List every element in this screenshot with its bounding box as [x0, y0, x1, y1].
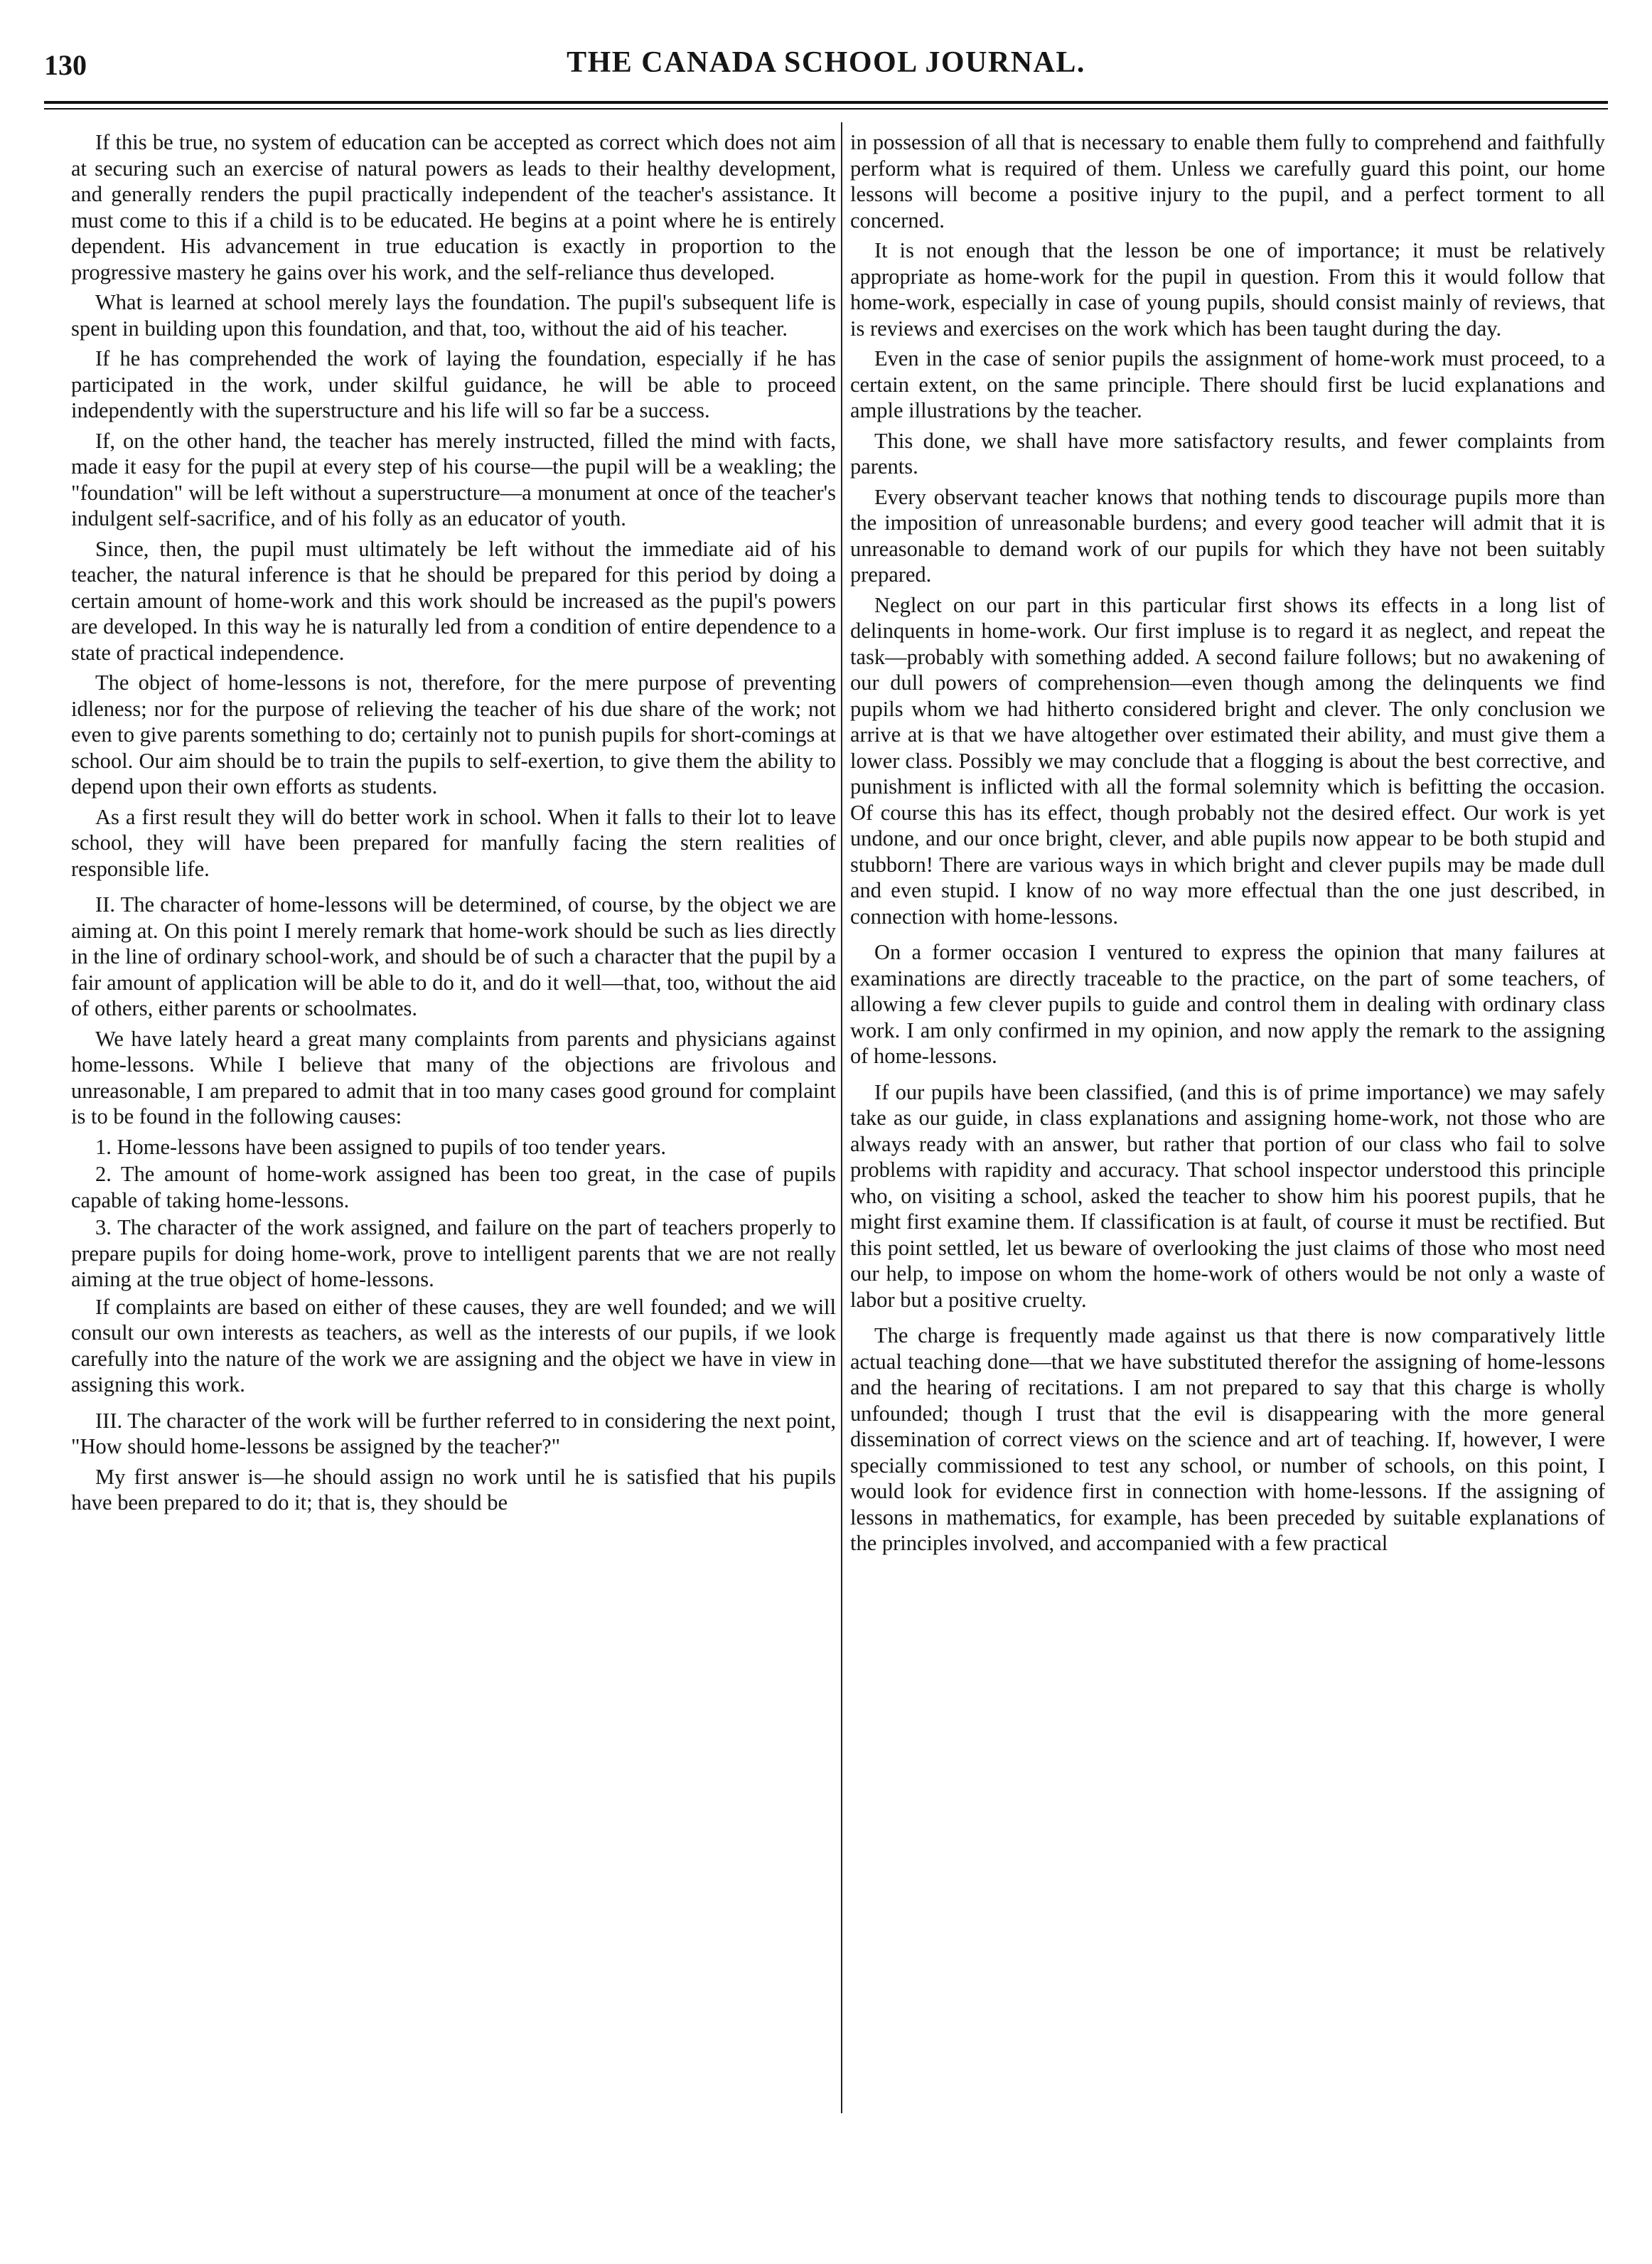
- paragraph: Neglect on our part in this particular first shows its effects in a long list of delinquents in home-work. Our first impluse is to regard it as neglect, and repeat the task—probably with something added. A second failure follows; but no awakening of our dull powers of comprehension—even though among the delinquents we find pupils whom we had hitherto considered bright and clever. The only conclusion we arrive at is that we have altogether over estimated their ability, and must give them a lower class. Possibly we may conclude that a flogging is about the best corrective, and punishment is inflicted with all the formal solemnity which is befitting the occasion. Of course this has its effect, though probably not the desired effect. Our work is yet undone, and our once bright, clever, and able pupils now appear to be both stupid and stubborn! There are various ways in which bright and clever pupils may be made dull and even stupid. I know of no way more effectual than the one just described, in connection with home-lessons.: [850, 592, 1605, 929]
- paragraph: As a first result they will do better work in school. When it falls to their lot to leave school, they will have been prepared for manfully facing the stern realities of responsible life.: [71, 804, 836, 881]
- section-paragraph: III. The character of the work will be further referred to in considering the next point, "How should home-lessons be assigned by the teacher?": [71, 1408, 836, 1458]
- paragraph: It is not enough that the lesson be one of importance; it must be relatively appropriate as home-work for the pupil in question. From this it would follow that home-work, especially in case of young pupils, should consist mainly of reviews, that is reviews and exercises on the work which has been taught during the day.: [850, 238, 1605, 341]
- paragraph: My first answer is—he should assign no work until he is satisfied that his pupils have been prepared to do it; that is, they should be: [71, 1464, 836, 1515]
- paragraph: If this be true, no system of education can be accepted as correct which does not aim at securing such an exercise of natural powers as leads to their healthy development, and generally renders the pupil practically independent of the teacher's assistance. It must come to this if a child is to be educated. He begins at a point where he is entirely dependent. His advancement in true education is exactly in proportion to the progressive mastery he gains over his work, and the self-reliance thus developed.: [71, 130, 836, 284]
- page-header: [44, 44, 1608, 100]
- section-paragraph: II. The character of home-lessons will be determined, of course, by the object we are aiming at. On this point I merely remark that home-work should be such as lies directly in the line of ordinary school-work, and should be of such a character that the pupil by a fair amount of application will be able to do it, and do it well—that, too, without the aid of others, either parents or schoolmates.: [71, 892, 836, 1020]
- left-column: [71, 129, 836, 2113]
- paragraph: If, on the other hand, the teacher has merely instructed, filled the mind with facts, made it easy for the pupil at every step of his course—the pupil will be a weakling; the "foundation" will be left without a superstructure—a monument at once of the teacher's indulgent self-sacrifice, and of his folly as an educator of youth.: [71, 428, 836, 530]
- header-rule-thin: [44, 108, 1608, 110]
- paragraph: This done, we shall have more satisfactory results, and fewer complaints from parents.: [850, 428, 1605, 479]
- header-rule: [44, 101, 1608, 104]
- paragraph: What is learned at school merely lays the foundation. The pupil's subsequent life is spent in building upon this foundation, and that, too, without the aid of his teacher.: [71, 290, 836, 341]
- list-item: 2. The amount of home-work assigned has been too great, in the case of pupils capable of taking home-lessons.: [71, 1162, 836, 1212]
- paragraph: We have lately heard a great many complaints from parents and physicians against home-lessons. While I believe that many of the objections are frivolous and unreasonable, I am prepared to admit that in too many cases good ground for complaint is to be found in the following causes:: [71, 1026, 836, 1128]
- column-divider: [841, 122, 842, 2113]
- page-number: 130: [44, 49, 87, 81]
- right-column: [850, 129, 1605, 2113]
- paragraph: If complaints are based on either of these causes, they are well founded; and we will consult our own interests as teachers, as well as the interests of our pupils, if we look carefully into the nature of the work we are assigning and the object we have in view in assigning this work.: [71, 1294, 836, 1397]
- paragraph: The charge is frequently made against us that there is now comparatively little actual teaching done—that we have substituted therefor the assigning of home-lessons and the hearing of recitations. I am not prepared to say that this charge is wholly unfounded; though I trust that the evil is disappearing with the more general dissemination of correct views on the science and art of teaching. If, however, I were specially commissioned to test any school, or number of schools, on this point, I would look for evidence first in connection with home-lessons. If the assigning of lessons in mathematics, for example, has been preceded by suitable explanations of the principles involved, and accompanied with a few practical: [850, 1323, 1605, 1555]
- paragraph: Since, then, the pupil must ultimately be left without the immediate aid of his teacher, the natural inference is that he should be prepared for this period by doing a certain amount of home-work and this work should be increased as the pupil's powers are developed. In this way he is naturally led from a condition of entire dependence to a state of practical independence.: [71, 536, 836, 665]
- paragraph: Every observant teacher knows that nothing tends to discourage pupils more than the imposition of unreasonable burdens; and every good teacher will admit that it is unreasonable to demand work of our pupils for which they have not been suitably prepared.: [850, 484, 1605, 587]
- paragraph: If our pupils have been classified, (and this is of prime importance) we may safely take as our guide, in class explanations and assigning home-work, not those who are always ready with an answer, but rather that portion of our class who fail to solve problems with rapidity and accuracy. That school inspector understood this principle who, on visiting a school, asked the teacher to show him his poorest pupils, that he might first examine them. If classification is at fault, of course it must be rectified. But this point settled, let us beware of overlooking the just claims of those who most need our help, to impose on whom the home-work of others would be not only a waste of labor but a positive cruelty.: [850, 1079, 1605, 1312]
- paragraph: The object of home-lessons is not, therefore, for the mere purpose of preventing idleness; nor for the purpose of relieving the teacher of his due share of the work; not even to give parents something to do; certainly not to punish pupils for short-comings at school. Our aim should be to train the pupils to self-exertion, to give them the ability to depend upon their own efforts as students.: [71, 671, 836, 799]
- journal-title: THE CANADA SCHOOL JOURNAL.: [567, 46, 1085, 79]
- list-item: 3. The character of the work assigned, and failure on the part of teachers properly to prepare pupils for doing home-work, prove to intelligent parents that we are not really aiming at the true object of home-lessons.: [71, 1215, 836, 1291]
- list-item: 1. Home-lessons have been assigned to pupils of too tender years.: [95, 1134, 666, 1159]
- paragraph: On a former occasion I ventured to express the opinion that many failures at examinations are directly traceable to the practice, on the part of some teachers, of allowing a few clever pupils to guide and control them in dealing with ordinary class work. I am only confirmed in my opinion, and now apply the remark to the assigning of home-lessons.: [850, 940, 1605, 1068]
- paragraph: Even in the case of senior pupils the assignment of home-work must proceed, to a certain extent, on the same principle. There should first be lucid explanations and ample illustrations by the teacher.: [850, 346, 1605, 422]
- paragraph: If he has comprehended the work of laying the foundation, especially if he has participated in the work, under skilful guidance, he will be able to proceed independently with the superstructure and his life will so far be a success.: [71, 346, 836, 422]
- paragraph: in possession of all that is necessary to enable them fully to comprehend and faithfully perform what is required of them. Unless we carefully guard this point, our home lessons will become a positive injury to the pupil, and a perfect torment to all concerned.: [850, 130, 1605, 233]
